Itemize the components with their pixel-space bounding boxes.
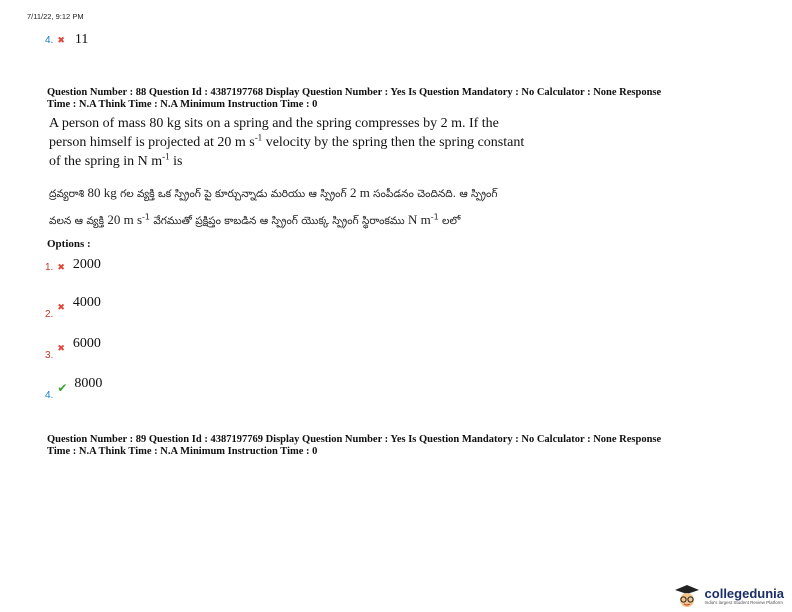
option-4 [45, 374, 103, 401]
cross-icon: ✖ [57, 344, 65, 354]
option-number: 3. [45, 350, 54, 361]
option-value: 8000 [74, 376, 103, 391]
option-3 [45, 334, 101, 361]
cross-icon: ✖ [57, 263, 65, 273]
option-value: 6000 [72, 336, 101, 351]
option-value: 2000 [72, 257, 101, 272]
question-text-line-2: person himself is projected at 20 m $s^{-1}$ velocity by the spring then the spring constant [49, 132, 525, 150]
question-88-meta [47, 87, 767, 111]
print-timestamp: 7/11/22, 9:12 PM [27, 12, 84, 21]
meta-line-1: Question Number : 88 Question Id : 4387197768 Display Question Number : Yes Is Question Mandatory : No Calculator : None Response [47, 87, 662, 98]
meta-line-1: Question Number : 89 Question Id : 4387197769 Display Question Number : Yes Is Question Mandatory : No Calculator : None Response [47, 434, 662, 445]
option-number: 4. [45, 35, 54, 46]
telugu-line-2: వలన ఆ వ్యక్తి 20 m $s^{-1}$ వేగముతో ప్రక్షిప్తం కాబడిన ఆ స్ప్రింగ్ యొక్క స్ప్రింగ్ స్థిరాంకము N $m^{-1}$ లలో [49, 212, 461, 227]
meta-line-2: Time : N.A Think Time : N.A Minimum Instruction Time : 0 [47, 99, 318, 110]
option-number: 2. [45, 309, 54, 320]
logo-tagline: India's largest Student Review Platform [704, 599, 783, 605]
mascot-icon [672, 584, 702, 608]
meta-line-2: Time : N.A Think Time : N.A Minimum Instruction Time : 0 [47, 446, 318, 457]
cross-icon: ✖ [57, 303, 65, 313]
question-text-line-3: of the spring in N $m^{-1}$ is [49, 151, 183, 169]
question-88-text [49, 114, 609, 171]
option-value: 11 [74, 32, 89, 47]
cross-icon: ✖ [57, 36, 65, 46]
logo-name: collegedunia [704, 585, 784, 601]
question-text-line-1: A person of mass 80 kg sits on a spring and the spring compresses by 2 m. If the [49, 116, 499, 131]
option-1 [45, 257, 101, 275]
collegedunia-logo [672, 584, 784, 608]
question-88-telugu-text [49, 180, 649, 234]
question-89-meta [47, 434, 767, 458]
prev-option-4 [45, 30, 88, 48]
telugu-line-1: ద్రవ్యరాశి 80 kg గల వ్యక్తి ఒక స్ప్రింగ్ పై కూర్చున్నాడు మరియు ఆ స్ప్రింగ్ 2 m సంపీడనం చెందినది. ఆ స్ప్రింగ్ [49, 185, 498, 200]
option-value: 4000 [72, 295, 101, 310]
options-label: Options : [47, 238, 91, 250]
option-number: 4. [45, 390, 54, 401]
option-2 [45, 293, 101, 320]
check-icon: ✔ [57, 381, 68, 395]
option-number: 1. [45, 262, 54, 273]
